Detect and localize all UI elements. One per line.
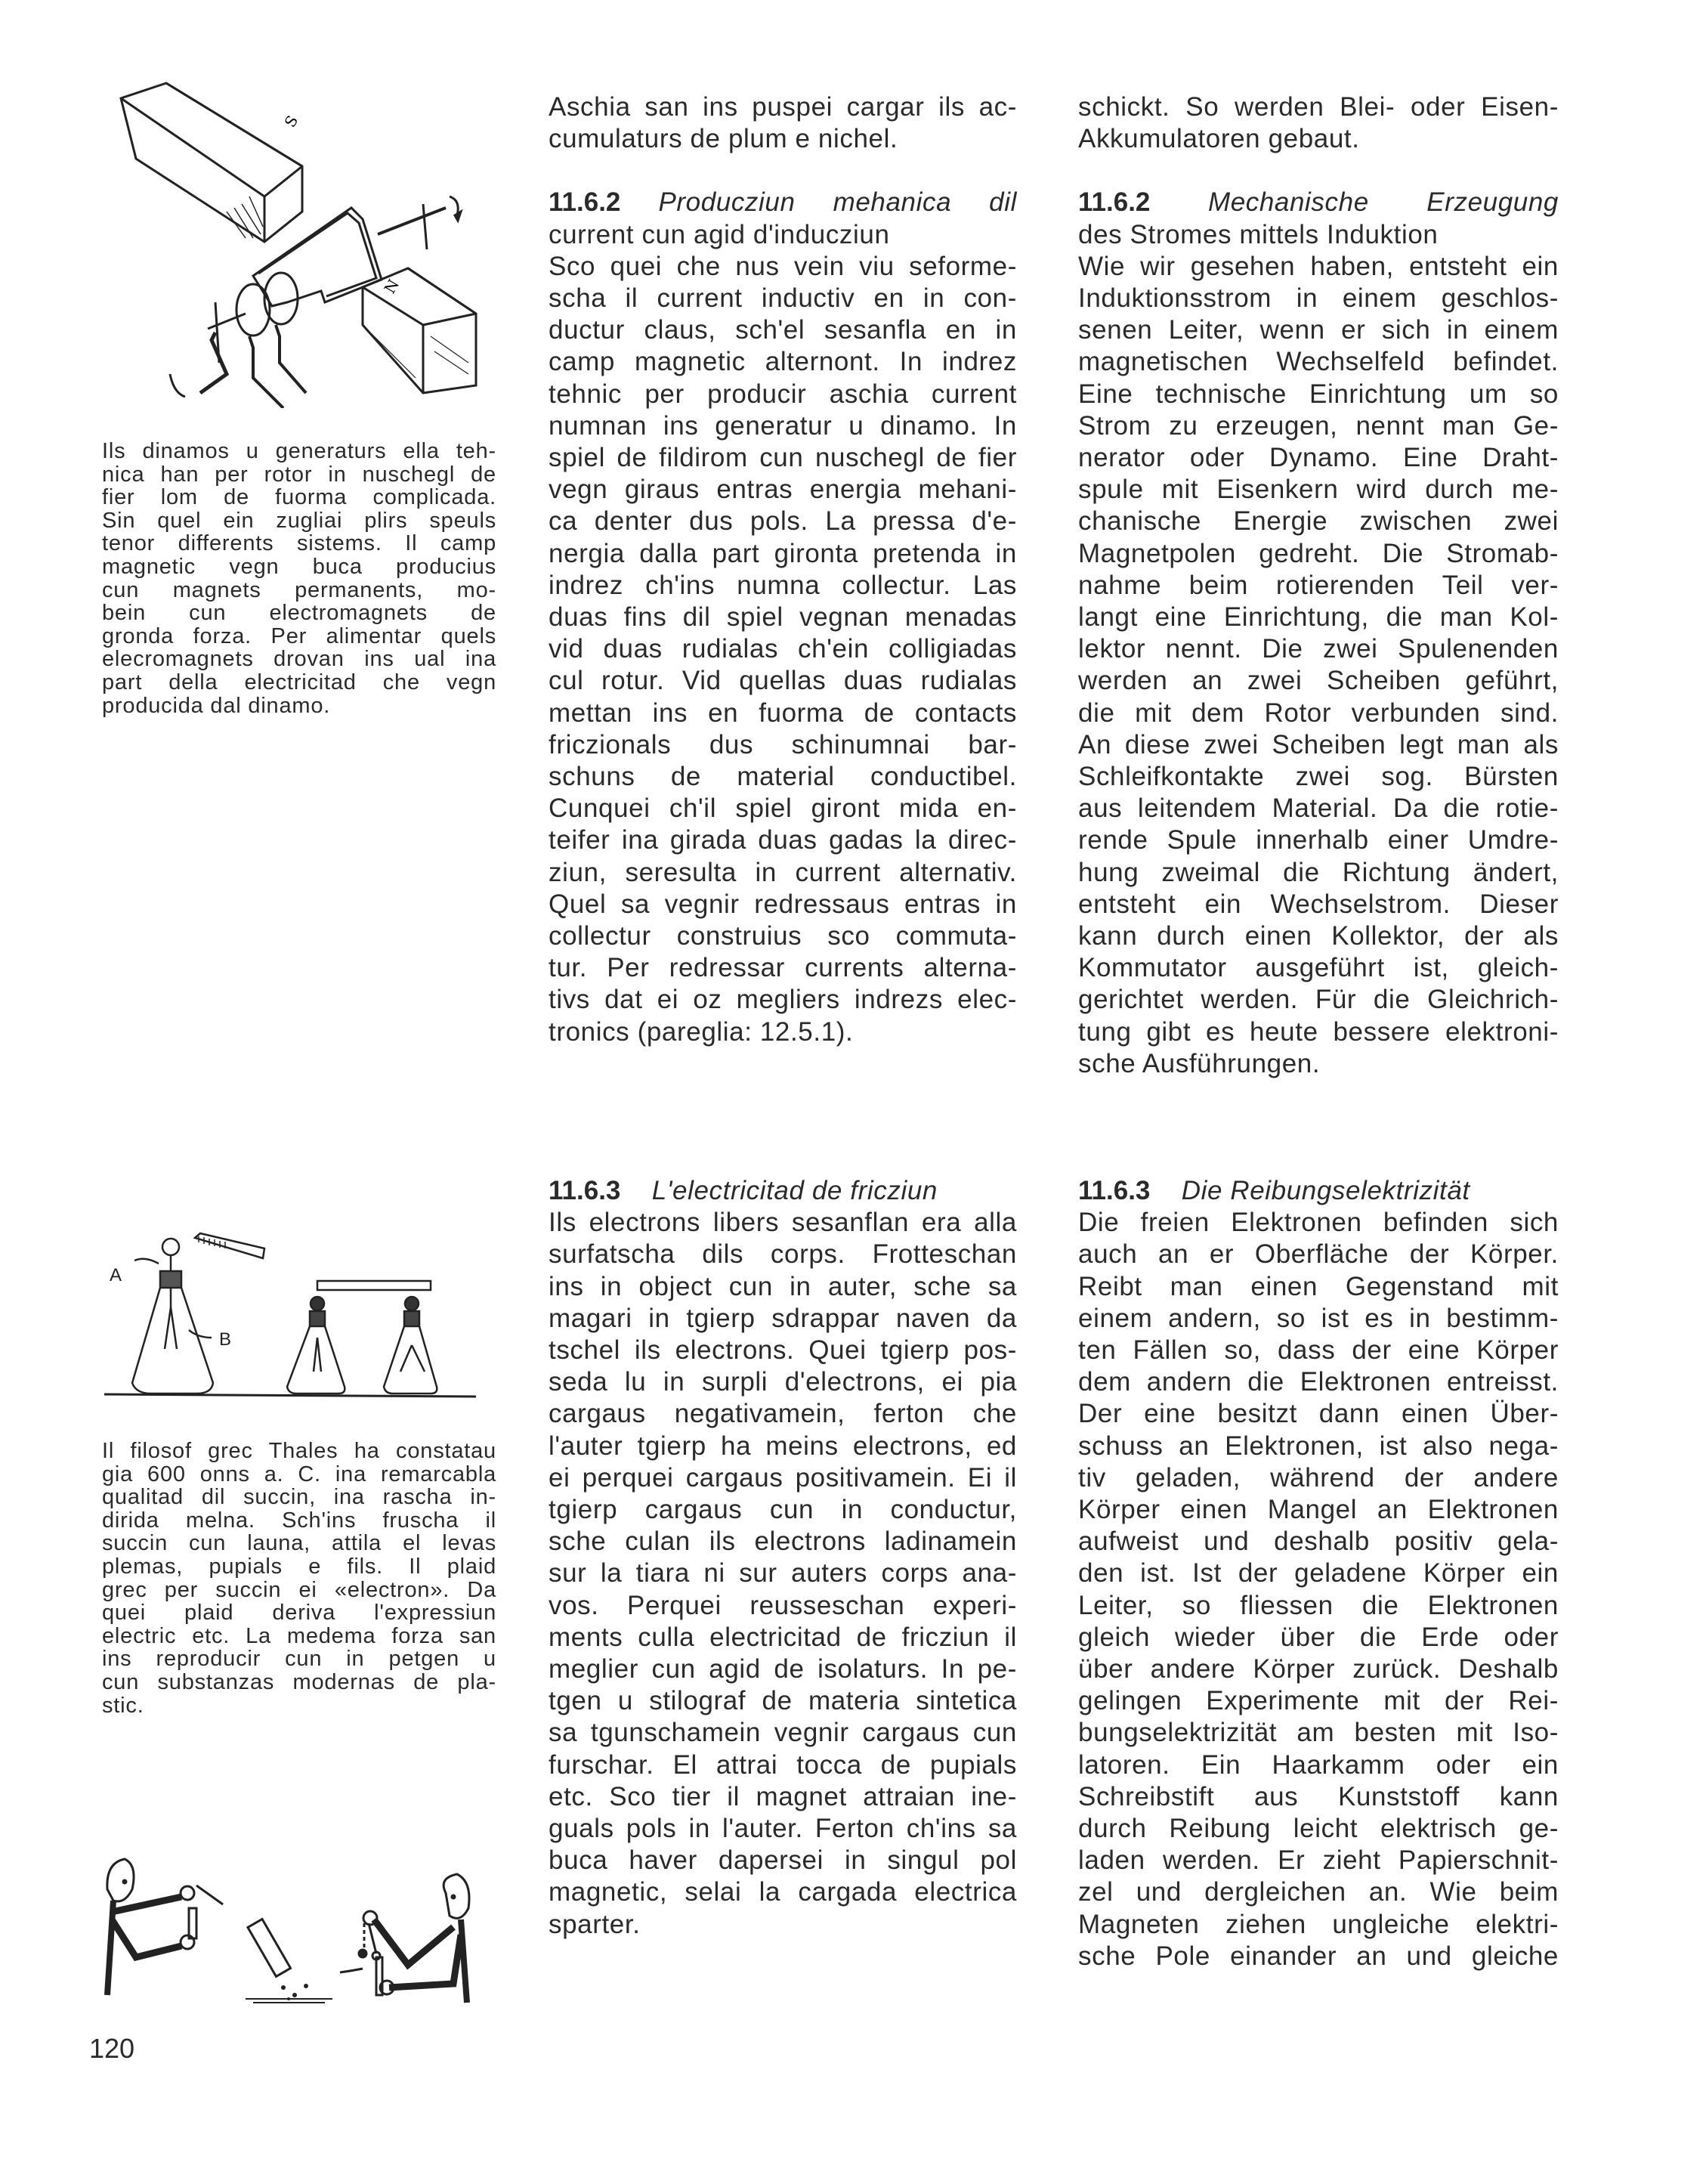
german-column-bottom <box>1078 1175 1559 1972</box>
romansh-column-bottom <box>549 1175 1017 1941</box>
body-line: dem andern die Elektronen entreisst. <box>1078 1367 1559 1397</box>
section-heading-11-6-2-rm <box>549 187 1017 218</box>
caption-line: qualitad dil succin, ina rascha in- <box>102 1485 496 1510</box>
body-line: mettan ins en fuorma de contacts <box>549 698 1017 728</box>
body-line: kann durch einen Kollektor, der als <box>1078 921 1559 951</box>
section-number: 11.6.2 <box>1078 187 1151 218</box>
body-line: ca denter dus pols. La pressa d'e- <box>549 506 1017 537</box>
body-line: tiv geladen, während der andere <box>1078 1462 1559 1493</box>
body-line: senen Leiter, wenn er sich in einem <box>1078 315 1559 345</box>
body-line: ments culla electricitad de fricziun il <box>549 1622 1017 1652</box>
body-line: Cunquei ch'il spiel giront mida en- <box>549 793 1017 824</box>
body-line: ten Fällen so, dass der eine Körper <box>1078 1335 1559 1366</box>
section-heading-11-6-2-de <box>1078 187 1559 218</box>
caption-line: elecromagnets drovan ins ual ina <box>102 647 496 672</box>
caption-line: quei plaid deriva l'expressiun <box>102 1601 496 1626</box>
body-line: laden werden. Er zieht Papierschnit- <box>1078 1845 1559 1876</box>
caption-line: grec per succin ei «electron». Da <box>102 1577 496 1602</box>
body-line: die mit dem Rotor verbunden sind. <box>1078 698 1559 728</box>
section-number: 11.6.3 <box>549 1176 621 1205</box>
caption-line: cun magnets permanents, mo- <box>102 577 496 602</box>
body-line: rende Spule innerhalb einer Umdre- <box>1078 825 1559 855</box>
caption-line: ins reproducir cun in petgen u <box>102 1647 496 1672</box>
body-line: camp magnetic alternont. In indrez <box>549 347 1017 377</box>
caption-line: fier lom de fuorma complicada. <box>102 485 496 510</box>
caption-line: part della electricitad che vegn <box>102 670 496 694</box>
body-line: sche culan ils electrons ladinamein <box>549 1527 1017 1557</box>
body-line: Die freien Elektronen befinden sich <box>1078 1208 1559 1238</box>
body-line: Wie wir gesehen haben, entsteht ein <box>1078 251 1559 281</box>
caption-line: producida dal dinamo. <box>102 693 331 718</box>
body-line: sur la tiara ni sur auters corps ana- <box>549 1558 1017 1589</box>
caption-line: bein cun electromagnets de <box>102 601 496 626</box>
body-line: nahme beim rotierenden Teil ver- <box>1078 570 1559 600</box>
body-line: nergia dalla part gironta pretenda in <box>549 538 1017 568</box>
body-line: tgierp cargaus cun in conductur, <box>549 1495 1017 1525</box>
section-title-cont: des Stromes mittels Induktion <box>1078 219 1439 249</box>
romansh-column-top <box>549 91 1017 1048</box>
body-line: furschar. El attrai tocca de pupials <box>549 1749 1017 1780</box>
body-line: cul rotur. Vid quellas duas rudialas <box>549 666 1017 696</box>
body-line: l'auter tgierp ha meins electrons, ed <box>549 1431 1017 1461</box>
body-line: magari in tgierp sdrappar naven da <box>549 1303 1017 1333</box>
body-line: numnan ins generatur u dinamo. In <box>549 410 1017 441</box>
caption-line: cun substanzas modernas de pla- <box>102 1669 496 1694</box>
body-line: spule mit Eisenkern wird durch me- <box>1078 475 1559 505</box>
body-line: sche Ausführungen. <box>1078 1048 1321 1078</box>
body-line: entsteht ein Wechselstrom. Dieser <box>1078 889 1559 919</box>
body-line: ei perquei cargaus positivamein. Ei il <box>549 1462 1017 1493</box>
body-line: An diese zwei Scheiben legt man als <box>1078 729 1559 759</box>
dynamo-caption <box>102 440 496 717</box>
german-column-top <box>1078 91 1559 1080</box>
body-line: Kommutator ausgeführt ist, gleich- <box>1078 953 1559 983</box>
body-line: tung gibt es heute bessere elektroni- <box>1078 1016 1559 1047</box>
body-line: Schleifkontakte zwei sog. Bürsten <box>1078 762 1559 792</box>
body-line: aus leitendem Material. Da die rotie- <box>1078 793 1559 824</box>
electroscope-label-b: B <box>219 1329 232 1350</box>
body-line: schuss an Elektronen, ist also nega- <box>1078 1431 1559 1461</box>
section-title: Producziun mehanica dil <box>658 187 1017 218</box>
body-line: tivs dat ei oz megliers indrezs elec- <box>549 985 1017 1015</box>
caption-line: succin cun launa, attila el levas <box>102 1531 496 1556</box>
body-line: gelingen Experimente mit der Rei- <box>1078 1686 1559 1716</box>
electroscope-label-a: A <box>110 1265 122 1285</box>
body-line: ductur claus, sch'el sesanfla en in <box>549 315 1017 345</box>
body-line: meglier cun agid de isolaturs. In pe- <box>549 1654 1017 1684</box>
body-line: magnetischen Wechselfeld befindet. <box>1078 347 1559 377</box>
section-heading-11-6-3-rm <box>549 1175 1017 1207</box>
section-title: Die Reibungselektrizität <box>1181 1176 1470 1205</box>
caption-line: Sin quel ein zugliai plirs speuls <box>102 508 496 533</box>
body-line: werden an zwei Scheiben geführt, <box>1078 666 1559 696</box>
body-line: über andere Körper zurück. Deshalb <box>1078 1654 1559 1684</box>
caption-line: gronda forza. Per alimentar quels <box>102 623 496 648</box>
body-line: auch an er Oberfläche der Körper. <box>1078 1239 1559 1270</box>
intro-line: cumulaturs de plum e nichel. <box>549 124 898 154</box>
body-line: tehnic per producir aschia current <box>549 379 1017 409</box>
page-number: 120 <box>89 2033 135 2064</box>
body-line: ins in object cun in auter, sche sa <box>549 1271 1017 1301</box>
body-line: gerichtet werden. Für die Gleichrich- <box>1078 985 1559 1015</box>
body-line: bungselektrizität am besten mit Iso- <box>1078 1718 1559 1748</box>
thales-caption <box>102 1440 496 1717</box>
body-line: buca haver dapersei in singul pol <box>549 1845 1017 1876</box>
intro-line: Akkumulatoren gebaut. <box>1078 124 1360 154</box>
magnet-north-label: N <box>380 276 403 297</box>
body-line: Eine technische Einrichtung um so <box>1078 379 1559 409</box>
body-line: lektor nennt. Die zwei Spulenenden <box>1078 634 1559 664</box>
body-line: teifer ina girada duas gadas la direc- <box>549 825 1017 855</box>
body-line: langt eine Einrichtung, die man Kol- <box>1078 602 1559 633</box>
section-title-cont: current cun agid d'inducziun <box>549 219 890 249</box>
caption-line: Il filosof grec Thales ha constatau <box>102 1439 496 1463</box>
caption-line: electric etc. La medema forza san <box>102 1623 496 1648</box>
body-line: durch Reibung leicht elektrisch ge- <box>1078 1814 1559 1844</box>
caption-line: magnetic vegn buca producius <box>102 554 496 579</box>
body-line: Sco quei che nus vein viu seforme- <box>549 251 1017 281</box>
caption-line: plemas, pupials e fils. Il plaid <box>102 1554 496 1579</box>
intro-line: schickt. So werden Blei- oder Eisen- <box>1078 92 1559 122</box>
body-line: tronics (pareglia: 12.5.1). <box>549 1016 854 1047</box>
body-line: Magnetpolen gedreht. Die Stromab- <box>1078 538 1559 568</box>
body-line: Schreibstift aus Kunststoff kann <box>1078 1781 1559 1811</box>
body-line: aufweist und deshalb positiv gela- <box>1078 1527 1559 1557</box>
caption-line: gia 600 onns a. C. ina remarcabla <box>102 1462 496 1486</box>
body-line: indrez ch'ins numna collectur. Las <box>549 570 1017 600</box>
section-title: Mechanische Erzeugung <box>1207 187 1559 218</box>
section-number: 11.6.3 <box>1078 1176 1151 1205</box>
body-line: nerator oder Dynamo. Eine Draht- <box>1078 443 1559 473</box>
caption-line: Ils dinamos u generaturs ella teh- <box>102 439 496 463</box>
body-line: etc. Sco tier il magnet attraian ine- <box>549 1781 1017 1811</box>
section-number: 11.6.2 <box>549 187 621 218</box>
caption-line: nica han per rotor in nuschegl de <box>102 462 496 487</box>
body-line: friczionals dus schinumnai bar- <box>549 729 1017 759</box>
section-title: L'electricitad de fricziun <box>651 1176 938 1205</box>
body-line: chanische Energie zwischen zwei <box>1078 506 1559 537</box>
body-line: sparter. <box>549 1909 641 1939</box>
body-line: hung zweimal die Richtung ändert, <box>1078 857 1559 887</box>
body-line: magnetic, selai la cargada electrica <box>549 1877 1017 1907</box>
body-line: Der eine besitzt dann einen Über- <box>1078 1399 1559 1429</box>
caption-line: dirida melna. Sch'ins fruscha il <box>102 1508 496 1533</box>
body-line: ziun, seresulta in current alternativ. <box>549 857 1017 887</box>
body-line: sche Pole einander an und gleiche <box>1078 1941 1559 1971</box>
body-line: spiel de fildirom cun nuschegl de fier <box>549 443 1017 473</box>
magnet-south-label: S <box>280 112 302 131</box>
electroscope-illustration <box>98 1224 491 1406</box>
dynamo-generator-illustration <box>91 76 514 408</box>
body-line: sa tgunschamein vegnir cargaus cun <box>549 1718 1017 1748</box>
body-line: zel und dergleichen an. Wie beim <box>1078 1877 1559 1907</box>
section-heading-11-6-3-de <box>1078 1175 1559 1207</box>
body-line: Körper einen Mangel an Elektronen <box>1078 1495 1559 1525</box>
body-line: tgen u stilograf de materia sintetica <box>549 1686 1017 1716</box>
body-line: Reibt man einen Gegenstand mit <box>1078 1271 1559 1301</box>
body-line: Strom zu erzeugen, nennt man Ge- <box>1078 410 1559 441</box>
caption-line: stic. <box>102 1693 144 1718</box>
body-line: einem andern, so ist es in bestimm- <box>1078 1303 1559 1333</box>
caption-line: tenor differents sistems. Il camp <box>102 531 496 556</box>
body-line: scha il current inductiv en in con- <box>549 283 1017 314</box>
body-line: schuns de material conductibel. <box>549 762 1017 792</box>
body-line: vos. Perquei reusseschan experi- <box>549 1590 1017 1620</box>
body-line: Quel sa vegnir redressaus entras in <box>549 889 1017 919</box>
body-line: tschel ils electrons. Quei tgierp pos- <box>549 1335 1017 1366</box>
body-line: Ils electrons libers sesanflan era alla <box>549 1208 1017 1238</box>
body-line: tur. Per redressar currents alterna- <box>549 953 1017 983</box>
body-line: gleich wieder über die Erde oder <box>1078 1622 1559 1652</box>
body-line: seda lu in surpli d'electrons, ei pia <box>549 1367 1017 1397</box>
body-line: latoren. Ein Haarkamm oder ein <box>1078 1749 1559 1780</box>
friction-experiment-illustration <box>91 1851 484 2010</box>
body-line: surfatscha dils corps. Frotteschan <box>549 1239 1017 1270</box>
body-line: Magneten ziehen ungleiche elektri- <box>1078 1909 1559 1939</box>
body-line: Leiter, so fliessen die Elektronen <box>1078 1590 1559 1620</box>
body-line: guals pols in l'auter. Ferton ch'ins sa <box>549 1814 1017 1844</box>
body-line: Induktionsstrom in einem geschlos- <box>1078 283 1559 314</box>
body-line: den ist. Ist der geladene Körper ein <box>1078 1558 1559 1589</box>
body-line: duas fins dil spiel vegnan menadas <box>549 602 1017 633</box>
body-line: vid duas rudialas ch'ein colligiadas <box>549 634 1017 664</box>
intro-line: Aschia san ins puspei cargar ils ac- <box>549 92 1017 122</box>
body-line: vegn giraus entras energia mehani- <box>549 475 1017 505</box>
body-line: collectur construius sco commuta- <box>549 921 1017 951</box>
body-line: cargaus negativamein, ferton che <box>549 1399 1017 1429</box>
